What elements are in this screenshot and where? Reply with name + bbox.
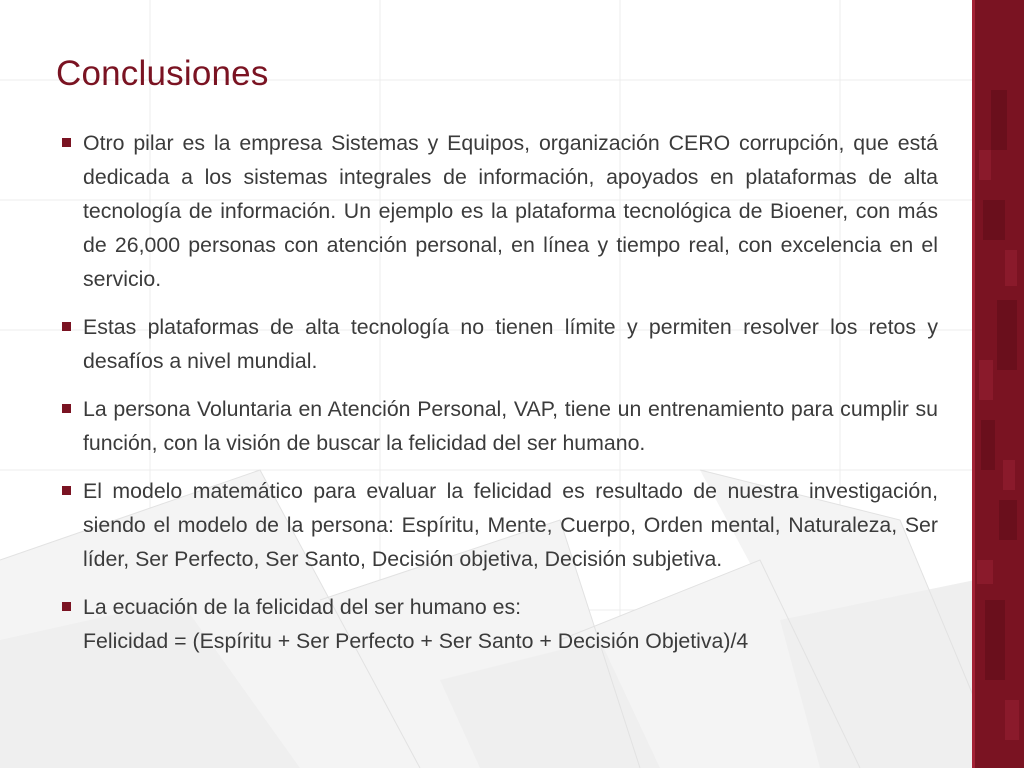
happiness-equation: Felicidad = (Espíritu + Ser Perfecto + Ser Santo + Decisión Objetiva)/4 (83, 629, 749, 653)
bullet-text: Otro pilar es la empresa Sistemas y Equipos, organización CERO corrupción, que está dedicada a los sistemas integrales de información, apoyados en plataformas de alta tecnología de información. Un ejemplo es la plataforma tecnológica de Bioener, con más de 26,000 personas con atención personal, en línea y tiempo real, con excelencia en el servicio. (83, 131, 938, 291)
square-bullet-icon (62, 602, 71, 611)
bullet-text: El modelo matemático para evaluar la felicidad es resultado de nuestra investigación, siendo el modelo de la persona: Espíritu, Mente, Cuerpo, Orden mental, Naturaleza, Ser líder, Ser Perfecto, Ser Santo, Decisión objetiva, Decisión subjetiva. (83, 479, 938, 571)
slide-title: Conclusiones (56, 54, 269, 93)
bullet-item (62, 590, 938, 658)
square-bullet-icon (62, 322, 71, 331)
bullet-item (62, 474, 938, 576)
bullet-text: Estas plataformas de alta tecnología no tienen límite y permiten resolver los retos y desafíos a nivel mundial. (83, 315, 938, 373)
square-bullet-icon (62, 486, 71, 495)
bullet-item (62, 392, 938, 460)
bullet-item (62, 126, 938, 296)
square-bullet-icon (62, 404, 71, 413)
side-accent-bar (975, 0, 1024, 768)
bullet-text: La persona Voluntaria en Atención Personal, VAP, tiene un entrenamiento para cumplir su función, con la visión de buscar la felicidad del ser humano. (83, 397, 938, 455)
bullet-item (62, 310, 938, 378)
bullet-text-line-1: La ecuación de la felicidad del ser humano es: (83, 595, 522, 619)
square-bullet-icon (62, 138, 71, 147)
bullet-list (62, 126, 938, 672)
